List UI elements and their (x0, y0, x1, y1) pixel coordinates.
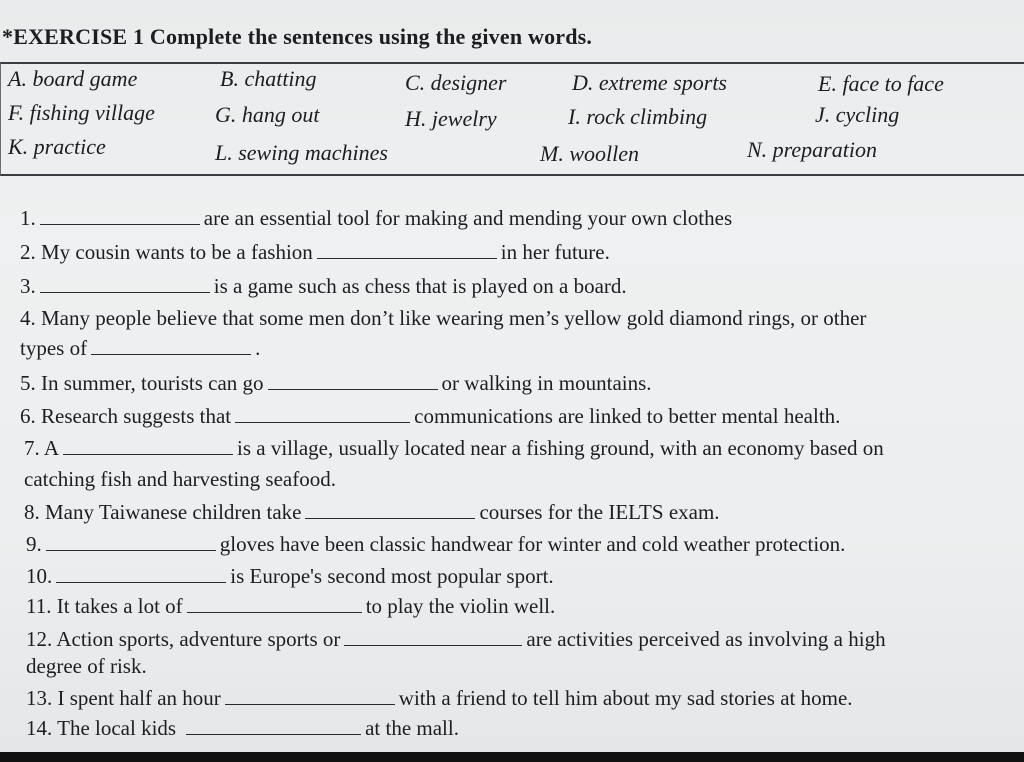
word-option: F. fishing village (8, 100, 155, 125)
word-option: I. rock climbing (568, 104, 708, 129)
answer-blank[interactable] (344, 644, 522, 646)
word-option: B. chatting (220, 66, 317, 91)
answer-blank[interactable] (317, 257, 497, 259)
question-1: 1. are an essential tool for making and mending your own clothes (20, 206, 733, 230)
word-option: E. face to face (818, 71, 944, 96)
question-3: 3. is a game such as chess that is played on a board. (20, 274, 627, 298)
answer-blank[interactable] (40, 223, 200, 225)
question-7-continued: catching fish and harvesting seafood. (24, 467, 336, 491)
answer-blank[interactable] (40, 291, 210, 293)
question-4: 4. Many people believe that some men don’t like wearing men’s yellow gold diamond rings, or other (20, 306, 867, 330)
answer-blank[interactable] (91, 353, 251, 355)
exercise-title: *EXERCISE 1 Complete the sentences using the given words. (2, 24, 593, 49)
answer-blank[interactable] (305, 517, 475, 519)
word-option: K. practice (8, 134, 106, 159)
question-2: 2. My cousin wants to be a fashion in her future. (20, 240, 610, 264)
answer-blank[interactable] (235, 421, 410, 423)
answer-blank[interactable] (56, 581, 226, 583)
question-4-continued: types of . (20, 336, 261, 360)
answer-blank[interactable] (187, 611, 362, 613)
page-bottom-edge (0, 752, 1024, 762)
question-6: 6. Research suggests that communications are linked to better mental health. (20, 404, 841, 428)
answer-blank[interactable] (268, 388, 438, 390)
question-12: 12. Action sports, adventure sports or are activities perceived as involving a high (26, 627, 886, 651)
word-option: D. extreme sports (572, 70, 727, 95)
word-option: J. cycling (815, 102, 900, 127)
question-7: 7. A is a village, usually located near a fishing ground, with an economy based on (24, 436, 884, 460)
question-10: 10. is Europe's second most popular sport. (26, 564, 554, 588)
question-8: 8. Many Taiwanese children take courses for the IELTS exam. (24, 500, 720, 524)
word-option: C. designer (405, 70, 507, 95)
word-option: M. woollen (540, 141, 639, 166)
answer-blank[interactable] (186, 733, 361, 735)
question-11: 11. It takes a lot of to play the violin well. (26, 594, 556, 618)
question-12-continued: degree of risk. (26, 654, 147, 678)
answer-blank[interactable] (225, 703, 395, 705)
question-14: 14. The local kids at the mall. (26, 716, 459, 740)
word-option: H. jewelry (405, 106, 497, 131)
word-option: G. hang out (215, 102, 320, 127)
word-option: A. board game (8, 66, 138, 91)
answer-blank[interactable] (46, 549, 216, 551)
question-5: 5. In summer, tourists can go or walking in mountains. (20, 371, 652, 395)
word-option: N. preparation (747, 137, 877, 162)
answer-blank[interactable] (63, 453, 233, 455)
question-9: 9. gloves have been classic handwear for winter and cold weather protection. (26, 532, 846, 556)
word-option: L. sewing machines (215, 140, 388, 165)
question-13: 13. I spent half an hour with a friend to tell him about my sad stories at home. (26, 686, 853, 710)
